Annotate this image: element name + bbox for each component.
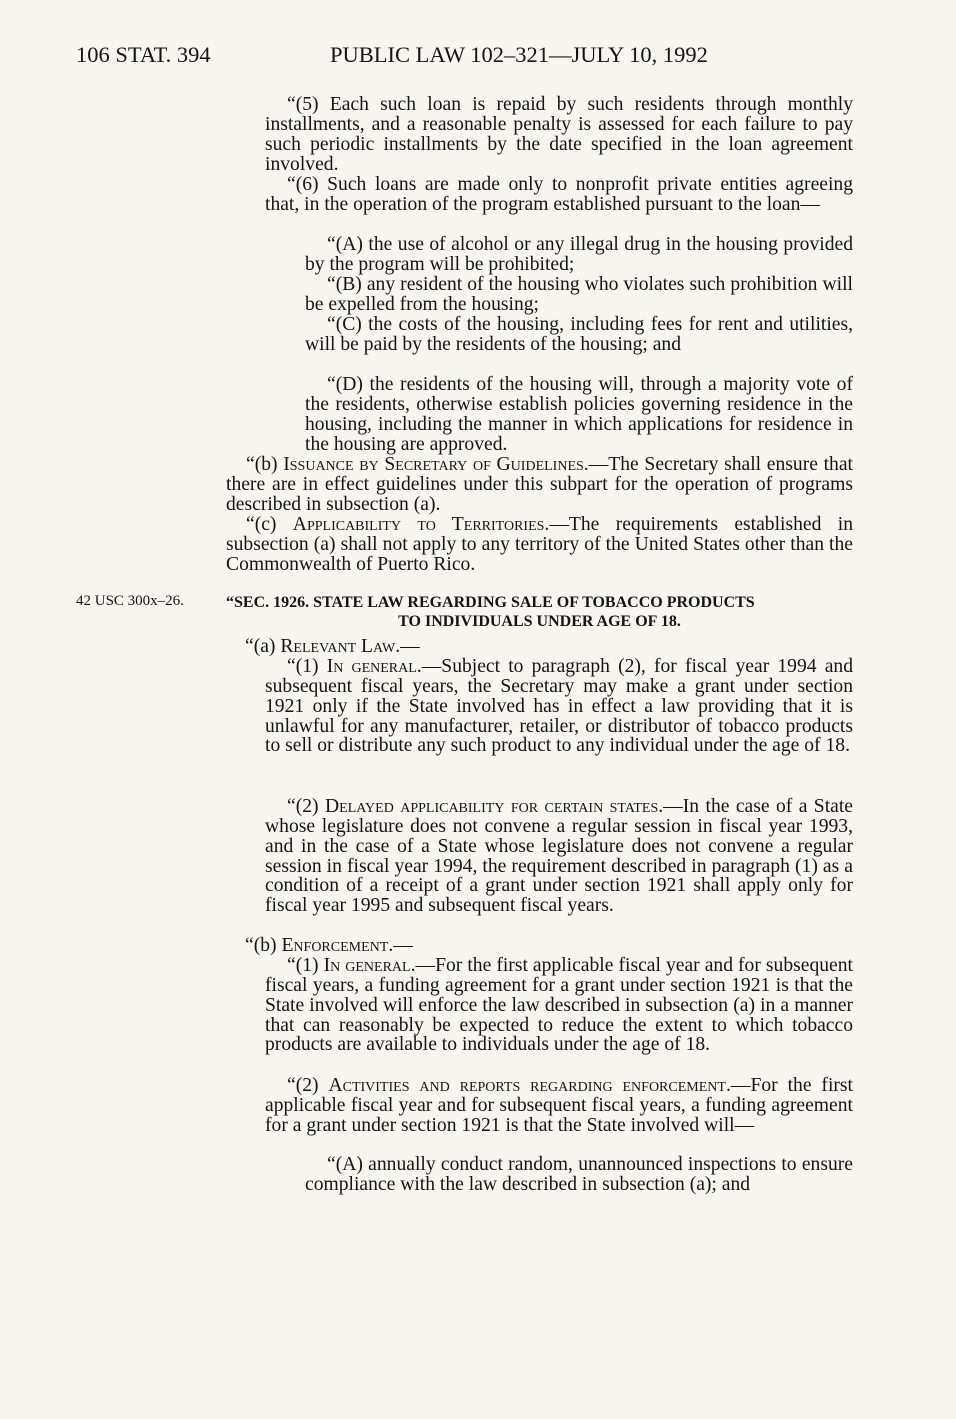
- subsection-heading: Enforcement.: [281, 935, 394, 956]
- section-heading-line2: TO INDIVIDUALS UNDER AGE OF 18.: [398, 613, 681, 630]
- subsection-heading: Relevant Law.: [280, 636, 401, 657]
- paragraph-text: —Subject to paragraph (2), for fiscal year 1994 and subsequent fiscal years, the Secretary may make a grant under section 1921 only if the State involved has in effect a law providing that it is unlawful for any manufacturer, retailer, or distributor of tobacco products to sell or distribute any such product to any individual under the age of 18.: [265, 656, 853, 757]
- subsection-text: —The Secretary shall ensure that there are in effect guidelines under this subpart for the operation of programs described in subsection (a).: [226, 454, 853, 515]
- subsection-heading: Applicability to Territories.: [292, 514, 550, 535]
- subsection-label: “(a): [245, 636, 281, 657]
- paragraph-6-D: “(D) the residents of the housing will, through a majority vote of the residents, otherwise establish policies governing residence in the housing, including the manner in which applications for residence in the housing are approved.: [305, 374, 853, 455]
- paragraph-label: “(1): [287, 955, 324, 976]
- subsection-b-2: [265, 1076, 853, 1136]
- law-title: PUBLIC LAW 102–321—JULY 10, 1992: [330, 42, 708, 67]
- subsection-a-2: [265, 797, 853, 916]
- paragraph-6-B: “(B) any resident of the housing who violates such prohibition will be expelled from the housing;: [305, 274, 853, 315]
- paragraph-5: “(5) Each such loan is repaid by such residents through monthly installments, and a reasonable penalty is assessed for each failure to pay such periodic installments by the date specified in the loan agreement involved.: [265, 94, 853, 175]
- subsection-b-guidelines: [226, 455, 853, 515]
- subsection-a-1: [265, 657, 853, 756]
- subsection-b-1: [265, 956, 853, 1055]
- page-header: [76, 42, 856, 72]
- usc-margin-note: 42 USC 300x–26.: [76, 593, 184, 609]
- heading-dash: —: [400, 636, 420, 657]
- paragraph-heading: Delayed applicability for certain states.: [324, 796, 664, 817]
- subsection-c-territories: [226, 515, 853, 575]
- subsection-b-heading: [245, 936, 413, 956]
- subsection-text: —The requirements established in subsection (a) shall not apply to any territory of the United States other than the Commonwealth of Puerto Rico.: [226, 514, 853, 575]
- paragraph-text: —For the first applicable fiscal year and for subsequent fiscal years, a funding agreement for a grant under section 1921 is that the State involved will—: [265, 1075, 853, 1136]
- subsection-label: “(b): [245, 935, 282, 956]
- section-heading-line1: “SEC. 1926. STATE LAW REGARDING SALE OF TOBACCO PRODUCTS: [226, 594, 755, 611]
- paragraph-heading: In general.: [326, 656, 422, 677]
- paragraph-label: “(2): [287, 796, 325, 817]
- subsection-label: “(c): [246, 514, 293, 535]
- paragraph-text: —In the case of a State whose legislature does not convene a regular session in fiscal year 1993, and in the case of a State whose legislature does not convene a regular session in fiscal year 1994, the requirement described in paragraph (1) as a condition of a receipt of a grant under section 1921 shall apply only for fiscal year 1995 and subsequent fiscal years.: [265, 796, 853, 917]
- paragraph-text: —For the first applicable fiscal year and for subsequent fiscal years, a funding agreement for a grant under section 1921 is that the State involved will enforce the law described in subsection (a) in a manner that can reasonably be expected to reduce the extent to which tobacco products are available to individuals under the age of 18.: [265, 955, 853, 1056]
- paragraph-label: “(2): [287, 1075, 329, 1096]
- page-reference: 106 STAT. 394: [76, 42, 211, 67]
- paragraph-6: “(6) Such loans are made only to nonprofit private entities agreeing that, in the operation of the program established pursuant to the loan—: [265, 174, 853, 215]
- subsection-a-heading: [245, 637, 420, 657]
- paragraph-6-C: “(C) the costs of the housing, including fees for rent and utilities, will be paid by the residents of the housing; and: [305, 314, 853, 355]
- section-heading: [226, 593, 853, 631]
- subsection-label: “(b): [246, 454, 284, 475]
- paragraph-heading: Activities and reports regarding enforcement.: [328, 1075, 731, 1096]
- paragraph-label: “(1): [287, 656, 327, 677]
- subsection-heading: Issuance by Secretary of Guidelines.: [283, 454, 589, 475]
- heading-dash: —: [393, 935, 413, 956]
- subsection-b-2-A: “(A) annually conduct random, unannounced inspections to ensure compliance with the law described in subsection (a); and: [305, 1154, 853, 1195]
- paragraph-6-A: “(A) the use of alcohol or any illegal drug in the housing provided by the program will be prohibited;: [305, 234, 853, 275]
- paragraph-heading: In general.: [323, 955, 416, 976]
